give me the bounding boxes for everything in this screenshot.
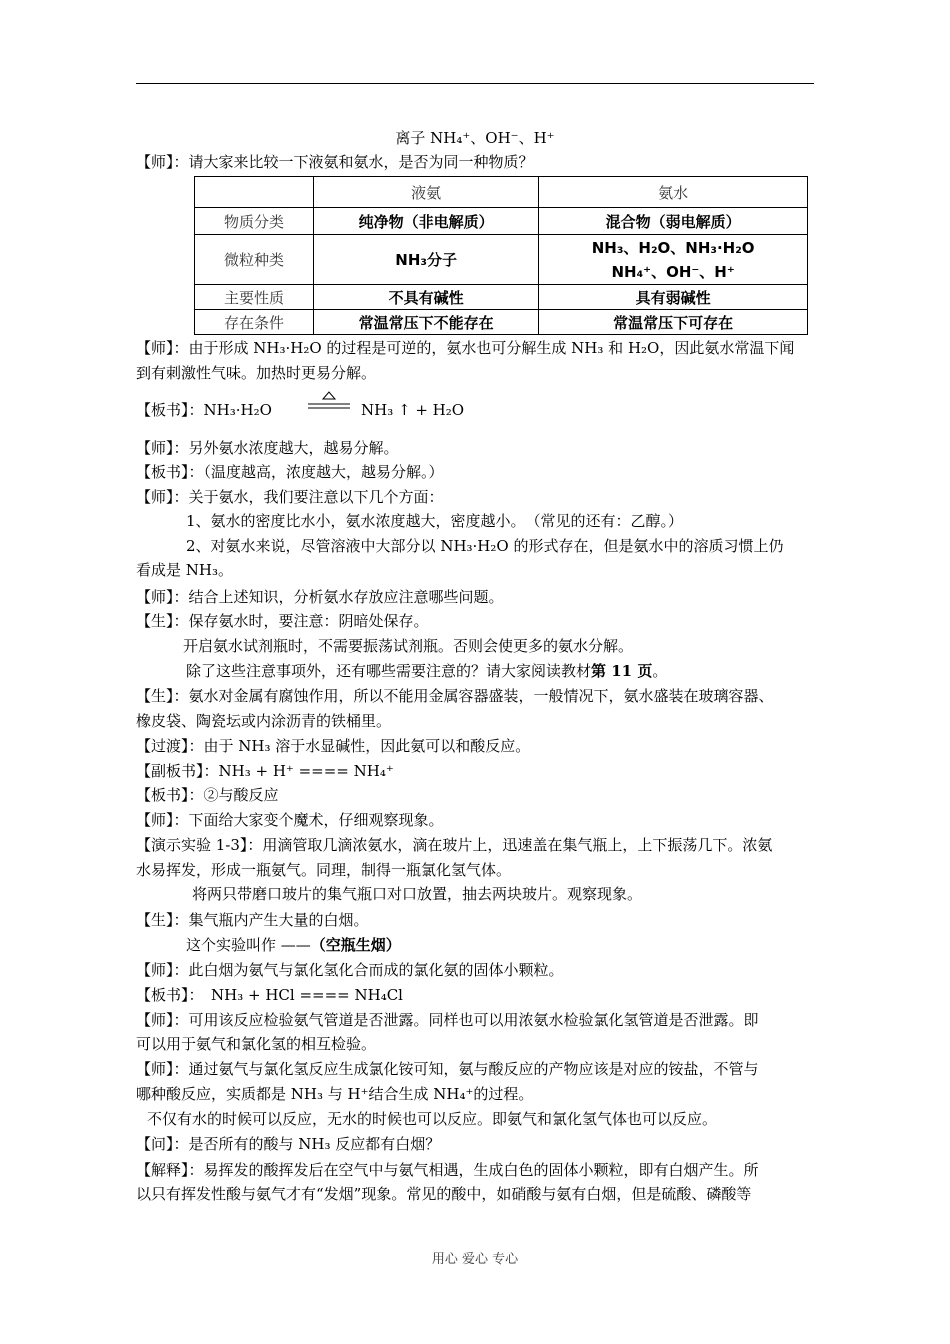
paragraph: 【师】：关于氨水，我们要注意以下几个方面：: [136, 488, 444, 506]
table-corner-cell: [195, 177, 314, 208]
reversible-heat-arrow-icon: [306, 390, 352, 416]
table-row: [195, 310, 808, 335]
row-label: 存在条件: [195, 310, 314, 335]
cell-value: 纯净物（非电解质）: [314, 208, 539, 235]
paragraph: 【师】：此白烟为氨气与氯化氢化合而成的氯化氨的固体小颗粒。: [136, 961, 564, 979]
paragraph: 【师】：由于形成 NH₃·H₂O 的过程是可逆的，氨水也可分解生成 NH₃ 和 H₂O，因此氨水常温下闻: [136, 339, 795, 357]
paragraph: 到有刺激性气味。加热时更易分解。: [136, 364, 377, 382]
row-label: 主要性质: [195, 285, 314, 310]
cell-value: 常温常压下不能存在: [314, 310, 539, 335]
cell-value: 常温常压下可存在: [539, 310, 808, 335]
paragraph: 【生】：保存氨水时，要注意：阴暗处保存。: [136, 612, 429, 630]
paragraph: 【副板书】：NH₃ + H⁺ ==== NH₄⁺: [136, 762, 394, 780]
comparison-table: [194, 176, 808, 335]
cell-line: NH₄⁺、OH⁻、H⁺: [611, 262, 735, 281]
page-reference: 第 11 页: [591, 662, 653, 680]
text-run: 这个实验叫作 ——: [186, 936, 311, 954]
table-row: [195, 285, 808, 310]
text-run: 除了这些注意事项外，还有哪些需要注意的？请大家阅读教材: [186, 662, 592, 680]
cell-value-multi: [539, 235, 808, 285]
paragraph: 【生】：集气瓶内产生大量的白烟。: [136, 911, 369, 929]
page-footer: 用心 爱心 专心: [431, 1252, 519, 1267]
paragraph: 不仅有水的时候可以反应，无水的时候也可以反应。即氨气和氯化氢气体也可以反应。: [147, 1110, 718, 1128]
paragraph: 【师】：下面给大家变个魔术，仔细观察现象。: [136, 811, 444, 829]
paragraph: 橡皮袋、陶瓷坛或内涂沥青的铁桶里。: [136, 712, 392, 730]
ion-line: 离子 NH₄⁺、OH⁻、H⁺: [395, 129, 555, 147]
header-liquid-ammonia: 液氨: [314, 177, 539, 208]
row-label: 微粒种类: [195, 235, 314, 285]
paragraph: [186, 933, 866, 957]
paragraph: 【师】：另外氨水浓度越大，越易分解。: [136, 439, 399, 457]
table-header-row: [195, 177, 808, 208]
list-item: 2、对氨水来说，尽管溶液中大部分以 NH₃·H₂O 的形式存在，但是氨水中的溶质习惯上仍: [186, 537, 784, 555]
list-item: 1、氨水的密度比水小，氨水浓度越大，密度越小。 （常见的还有：乙醇。）: [186, 512, 684, 530]
cell-line: NH₃、H₂O、NH₃·H₂O: [591, 238, 755, 257]
paragraph: 【师】：可用该反应检验氨气管道是否泄露。同样也可以用浓氨水检验氯化氢管道是否泄露。即: [136, 1011, 759, 1029]
paragraph: 【生】：氨水对金属有腐蚀作用，所以不能用金属容器盛装，一般情况下，氨水盛装在玻璃容器、: [136, 687, 774, 705]
experiment-name: （空瓶生烟）: [310, 936, 401, 954]
paragraph: 【演示实验 1-3】：用滴管取几滴浓氨水，滴在玻片上，迅速盖在集气瓶上，上下振荡几下。浓氨: [136, 836, 773, 854]
paragraph: 哪种酸反应，实质都是 NH₃ 与 H⁺结合生成 NH₄⁺的过程。: [136, 1085, 534, 1103]
table-row: [195, 208, 808, 235]
header-rule: [136, 83, 814, 84]
paragraph: 【板书】：②与酸反应: [136, 786, 279, 804]
paragraph: 将两只带磨口玻片的集气瓶口对口放置，抽去两块玻片。观察现象。: [192, 885, 643, 903]
cell-value: 不具有碱性: [314, 285, 539, 310]
paragraph: [186, 659, 866, 683]
paragraph: 开启氨水试剂瓶时，不需要振荡试剂瓶。否则会使更多的氨水分解。: [183, 637, 634, 655]
header-ammonia-water: 氨水: [539, 177, 808, 208]
paragraph: 可以用于氨气和氯化氢的相互检验。: [136, 1035, 377, 1053]
text-run: 。: [652, 662, 668, 680]
cell-value: 混合物（弱电解质）: [539, 208, 808, 235]
paragraph: 水易挥发，形成一瓶氨气。同理，制得一瓶氯化氢气体。: [136, 861, 512, 879]
table-row: [195, 235, 808, 285]
equation-left: 【板书】：NH₃·H₂O: [136, 401, 272, 419]
teacher-question: 【师】：请大家来比较一下液氨和氨水，是否为同一种物质？: [136, 153, 534, 171]
equation-right: NH₃ ↑ + H₂O: [361, 401, 465, 419]
paragraph: 【过渡】：由于 NH₃ 溶于水显碱性，因此氨可以和酸反应。: [136, 737, 531, 755]
paragraph: 【解释】：易挥发的酸挥发后在空气中与氨气相遇，生成白色的固体小颗粒，即有白烟产生。所: [136, 1161, 759, 1179]
paragraph: 以只有挥发性酸与氨气才有“发烟”现象。常见的酸中，如硝酸与氨有白烟，但是硫酸、磷酸等: [136, 1185, 752, 1203]
paragraph: 【板书】： NH₃ + HCl ==== NH₄Cl: [136, 986, 403, 1004]
paragraph: 【师】：结合上述知识，分析氨水存放应注意哪些问题。: [136, 588, 504, 606]
cell-value: NH₃分子: [314, 235, 539, 285]
cell-value: 具有弱碱性: [539, 285, 808, 310]
row-label: 物质分类: [195, 208, 314, 235]
paragraph: 【师】：通过氨气与氯化氢反应生成氯化铵可知，氨与酸反应的产物应该是对应的铵盐，不管与: [136, 1060, 759, 1078]
paragraph: 【问】：是否所有的酸与 NH₃ 反应都有白烟？: [136, 1135, 441, 1153]
paragraph: 看成是 NH₃。: [136, 561, 233, 579]
paragraph: 【板书】：（温度越高，浓度越大，越易分解。）: [136, 463, 444, 481]
